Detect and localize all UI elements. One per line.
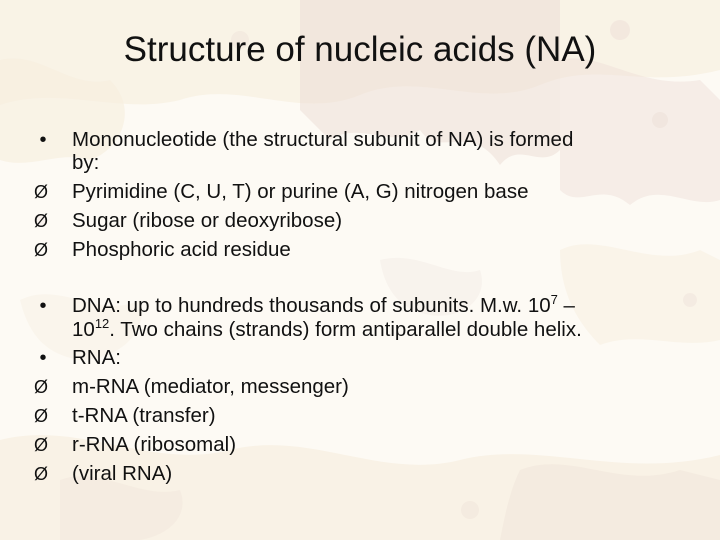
sub-bullet-text: t-RNA (transfer) <box>72 404 216 427</box>
arrow-bullet-icon: Ø <box>33 377 48 397</box>
sub-bullet-text: r-RNA (ribosomal) <box>72 433 237 456</box>
dna-exponent-7: 7 <box>550 292 558 307</box>
arrow-bullet-icon: Ø <box>33 211 48 231</box>
bullet-text: RNA: <box>72 346 121 369</box>
arrow-bullet-icon: Ø <box>33 464 48 484</box>
bullet-marker: • <box>39 129 47 151</box>
bullet-text: by: <box>72 151 100 174</box>
sub-bullet-text: Sugar (ribose or deoxyribose) <box>72 209 343 232</box>
bullet-marker: • <box>39 295 47 317</box>
sub-bullet-text: (viral RNA) <box>72 462 173 485</box>
sub-bullet-text: Phosphoric acid residue <box>72 238 291 261</box>
slide-title: Structure of nucleic acids (NA) <box>123 30 597 69</box>
sub-bullet-text: Pyrimidine (C, U, T) or purine (A, G) nitrogen base <box>72 180 529 203</box>
bullet-text <box>72 318 582 342</box>
dna-text-part1: DNA: up to hundreds thousands of subunits. M.w. 10 <box>72 294 551 317</box>
bullet-text: Mononucleotide (the structural subunit of NA) is formed <box>72 128 574 151</box>
dna-text-part3: 10 <box>72 318 95 341</box>
arrow-bullet-icon: Ø <box>33 182 48 202</box>
dna-text-part4: . Two chains (strands) form antiparallel double helix. <box>109 318 582 341</box>
arrow-bullet-icon: Ø <box>33 240 48 260</box>
dna-exponent-12: 12 <box>94 316 110 331</box>
bullet-text <box>72 294 575 318</box>
arrow-bullet-icon: Ø <box>33 435 48 455</box>
sub-bullet-text: m-RNA (mediator, messenger) <box>72 375 349 398</box>
dna-text-part2: – <box>557 294 575 317</box>
bullet-marker: • <box>39 347 47 369</box>
arrow-bullet-icon: Ø <box>33 406 48 426</box>
